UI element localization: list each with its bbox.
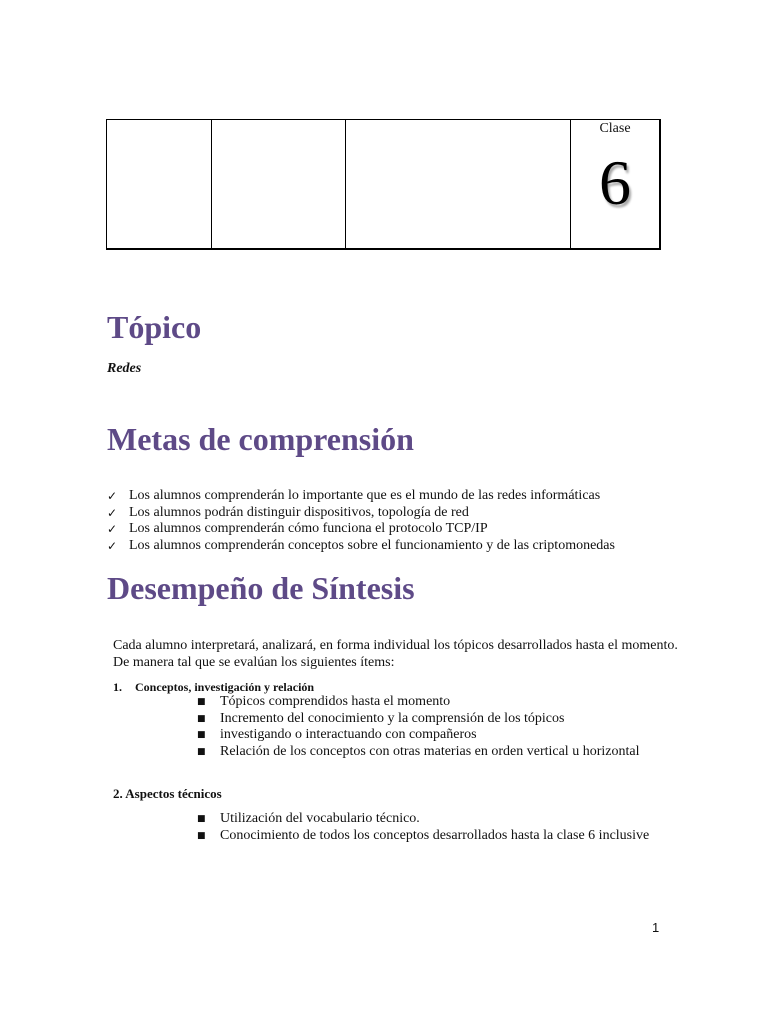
- list-item: ■ Conocimiento de todos los conceptos desarrollados hasta la clase 6 inclusive: [197, 827, 650, 843]
- list-item: ✓ Los alumnos comprenderán lo importante que es el mundo de las redes informáticas: [107, 488, 601, 503]
- section-2-title: 2. Aspectos técnicos: [113, 786, 222, 801]
- desempeno-heading: Desempeño de Síntesis: [107, 570, 415, 606]
- square-bullet-icon: ■: [197, 697, 206, 707]
- list-item: ■ investigando o interactuando con compañeros: [197, 727, 477, 742]
- header-table: [106, 119, 661, 250]
- header-cell-2: [212, 120, 346, 248]
- list-item: ■ Relación de los conceptos con otras materias en orden vertical u horizontal: [197, 743, 640, 759]
- topico-subject: Redes: [107, 361, 142, 376]
- section-1-title: [113, 680, 314, 695]
- metas-list: [107, 488, 615, 554]
- list-item: ✓ Los alumnos comprenderán cómo funciona el protocolo TCP/IP: [107, 521, 488, 536]
- header-cell-1: [107, 120, 212, 248]
- list-item: ■ Incremento del conocimiento y la comprensión de los tópicos: [197, 710, 565, 726]
- intro-line-2: De manera tal que se evalúan los siguientes ítems:: [113, 654, 395, 670]
- page-number: 1: [652, 920, 660, 935]
- section-1-label: Conceptos, investigación y relación: [135, 680, 315, 694]
- header-cell-3: [346, 120, 571, 248]
- section-1-list: [197, 694, 639, 760]
- header-cell-clase: [571, 120, 659, 248]
- check-icon: ✓: [107, 522, 118, 536]
- list-item: ■ Tópicos comprendidos hasta el momento: [197, 694, 451, 709]
- section-1-number: 1.: [113, 680, 122, 694]
- check-icon: ✓: [107, 538, 118, 553]
- check-icon: ✓: [107, 489, 118, 503]
- square-bullet-icon: ■: [197, 730, 206, 740]
- metas-heading: Metas de comprensión: [107, 421, 414, 457]
- topico-heading: Tópico: [107, 309, 202, 345]
- check-icon: ✓: [107, 505, 118, 520]
- list-item: ■ Utilización del vocabulario técnico.: [197, 811, 420, 826]
- list-item: ✓ Los alumnos podrán distinguir dispositivos, topología de red: [107, 504, 469, 520]
- clase-number: 6: [599, 147, 631, 218]
- list-item: ✓ Los alumnos comprenderán conceptos sobre el funcionamiento y de las criptomonedas: [107, 537, 615, 553]
- square-bullet-icon: ■: [197, 814, 206, 824]
- square-bullet-icon: ■: [197, 713, 206, 724]
- desempeno-intro: [113, 638, 678, 671]
- clase-label: Clase: [599, 121, 631, 136]
- section-2-list: [197, 811, 649, 844]
- intro-line-1: Cada alumno interpretará, analizará, en forma individual los tópicos desarrollados hasta el momento.: [113, 638, 678, 653]
- square-bullet-icon: ■: [197, 830, 206, 841]
- square-bullet-icon: ■: [197, 746, 206, 757]
